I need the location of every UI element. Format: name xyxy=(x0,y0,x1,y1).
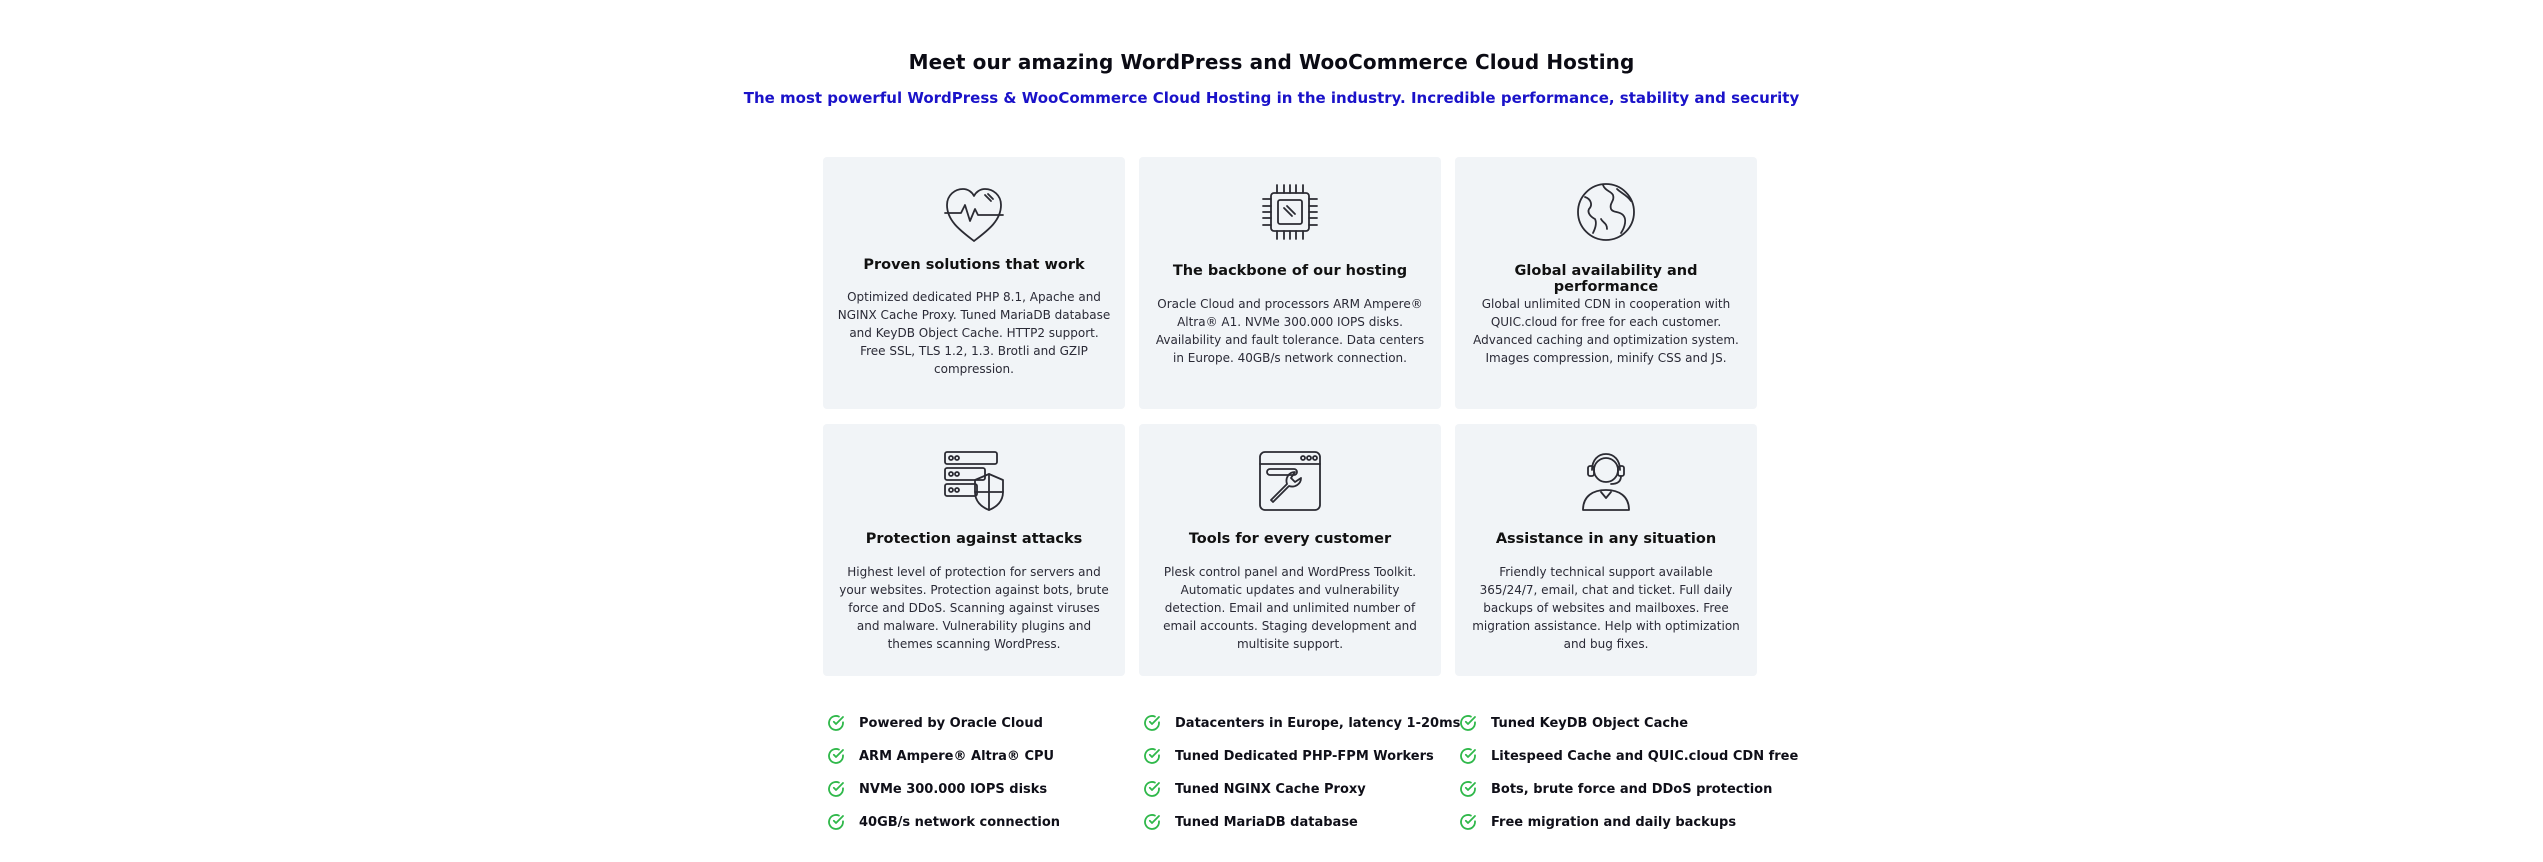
feature-list-item xyxy=(1143,712,1460,734)
card-title: Tools for every customer xyxy=(1188,531,1392,547)
check-circle-icon xyxy=(1143,747,1161,765)
feature-label: Tuned MariaDB database xyxy=(1175,814,1358,830)
feature-card-global xyxy=(1455,157,1757,409)
feature-list-item xyxy=(827,778,1047,800)
server-shield-icon xyxy=(941,448,1007,514)
feature-list-item xyxy=(827,712,1043,734)
feature-label: Powered by Oracle Cloud xyxy=(859,715,1043,731)
feature-label: NVMe 300.000 IOPS disks xyxy=(859,781,1048,797)
check-circle-icon xyxy=(827,747,845,765)
check-circle-icon xyxy=(1459,813,1477,831)
section-subheading: The most powerful WordPress & WooCommerce Cloud Hosting in the industry. Incredible performance, stability and security xyxy=(743,89,1800,107)
card-description: Optimized dedicated PHP 8.1, Apache and NGINX Cache Proxy. Tuned MariaDB database and KeyDB Object Cache. HTTP2 support. Free SSL, TLS 1.2, 1.3. Brotli and GZIP compression. xyxy=(837,290,1111,376)
feature-list-item xyxy=(1143,811,1358,833)
feature-list-item xyxy=(827,811,1060,833)
feature-label: Bots, brute force and DDoS protection xyxy=(1491,781,1773,797)
card-description: Plesk control panel and WordPress Toolkit. Automatic updates and vulnerability detection. Email and unlimited number of email accounts. Staging development and multisite support. xyxy=(1163,565,1417,651)
card-description: Highest level of protection for servers and your websites. Protection against bots, brute force and DDoS. Scanning against viruses and malware. Vulnerability plugins and themes scanning WordPress. xyxy=(839,565,1109,651)
check-circle-icon xyxy=(1459,780,1477,798)
card-description: Global unlimited CDN in cooperation with QUIC.cloud for free for each customer. Advanced caching and optimization system. Images compression, minify CSS and JS. xyxy=(1473,297,1739,365)
globe-icon xyxy=(1573,179,1639,245)
check-circle-icon xyxy=(827,813,845,831)
card-title: Global availability and performance xyxy=(1514,263,1698,295)
feature-list-item xyxy=(1459,811,1736,833)
check-circle-icon xyxy=(1143,780,1161,798)
section-heading: Meet our amazing WordPress and WooCommerce Cloud Hosting xyxy=(908,50,1635,74)
cpu-chip-icon xyxy=(1257,179,1323,245)
check-circle-icon xyxy=(1143,714,1161,732)
card-title: Proven solutions that work xyxy=(863,257,1085,273)
feature-card-protection xyxy=(823,424,1125,676)
card-description: Oracle Cloud and processors ARM Ampere® Altra® A1. NVMe 300.000 IOPS disks. Availability and fault tolerance. Data centers in Europe. 40GB/s network connection. xyxy=(1155,297,1425,365)
feature-label: Tuned NGINX Cache Proxy xyxy=(1175,781,1366,797)
card-description: Friendly technical support available 365/24/7, email, chat and ticket. Full daily backups of websites and mailboxes. Free migration assistance. Help with optimization and bug fixes. xyxy=(1472,565,1740,651)
feature-label: ARM Ampere® Altra® CPU xyxy=(859,748,1055,764)
check-circle-icon xyxy=(827,714,845,732)
check-circle-icon xyxy=(1459,747,1477,765)
feature-label: Free migration and daily backups xyxy=(1491,814,1737,830)
feature-card-assistance xyxy=(1455,424,1757,676)
feature-label: 40GB/s network connection xyxy=(859,814,1061,830)
feature-list-item xyxy=(1459,745,1798,767)
feature-label: Tuned KeyDB Object Cache xyxy=(1491,715,1689,731)
check-circle-icon xyxy=(1143,813,1161,831)
feature-list-item xyxy=(827,745,1054,767)
feature-list-item xyxy=(1459,712,1688,734)
feature-list-item xyxy=(1459,778,1772,800)
check-circle-icon xyxy=(1459,714,1477,732)
feature-list-item xyxy=(1143,778,1366,800)
feature-card-proven-solutions xyxy=(823,157,1125,409)
feature-card-backbone xyxy=(1139,157,1441,409)
browser-wrench-icon xyxy=(1257,448,1323,514)
support-headset-icon xyxy=(1573,448,1639,514)
feature-label: Tuned Dedicated PHP-FPM Workers xyxy=(1175,748,1434,764)
feature-label: Litespeed Cache and QUIC.cloud CDN free xyxy=(1491,748,1799,764)
feature-label: Datacenters in Europe, latency 1-20ms xyxy=(1175,715,1461,731)
card-title: Assistance in any situation xyxy=(1495,531,1717,547)
card-title: Protection against attacks xyxy=(865,531,1083,547)
card-title: The backbone of our hosting xyxy=(1172,263,1408,279)
heart-pulse-icon xyxy=(941,183,1007,249)
check-circle-icon xyxy=(827,780,845,798)
feature-list-item xyxy=(1143,745,1434,767)
feature-card-tools xyxy=(1139,424,1441,676)
